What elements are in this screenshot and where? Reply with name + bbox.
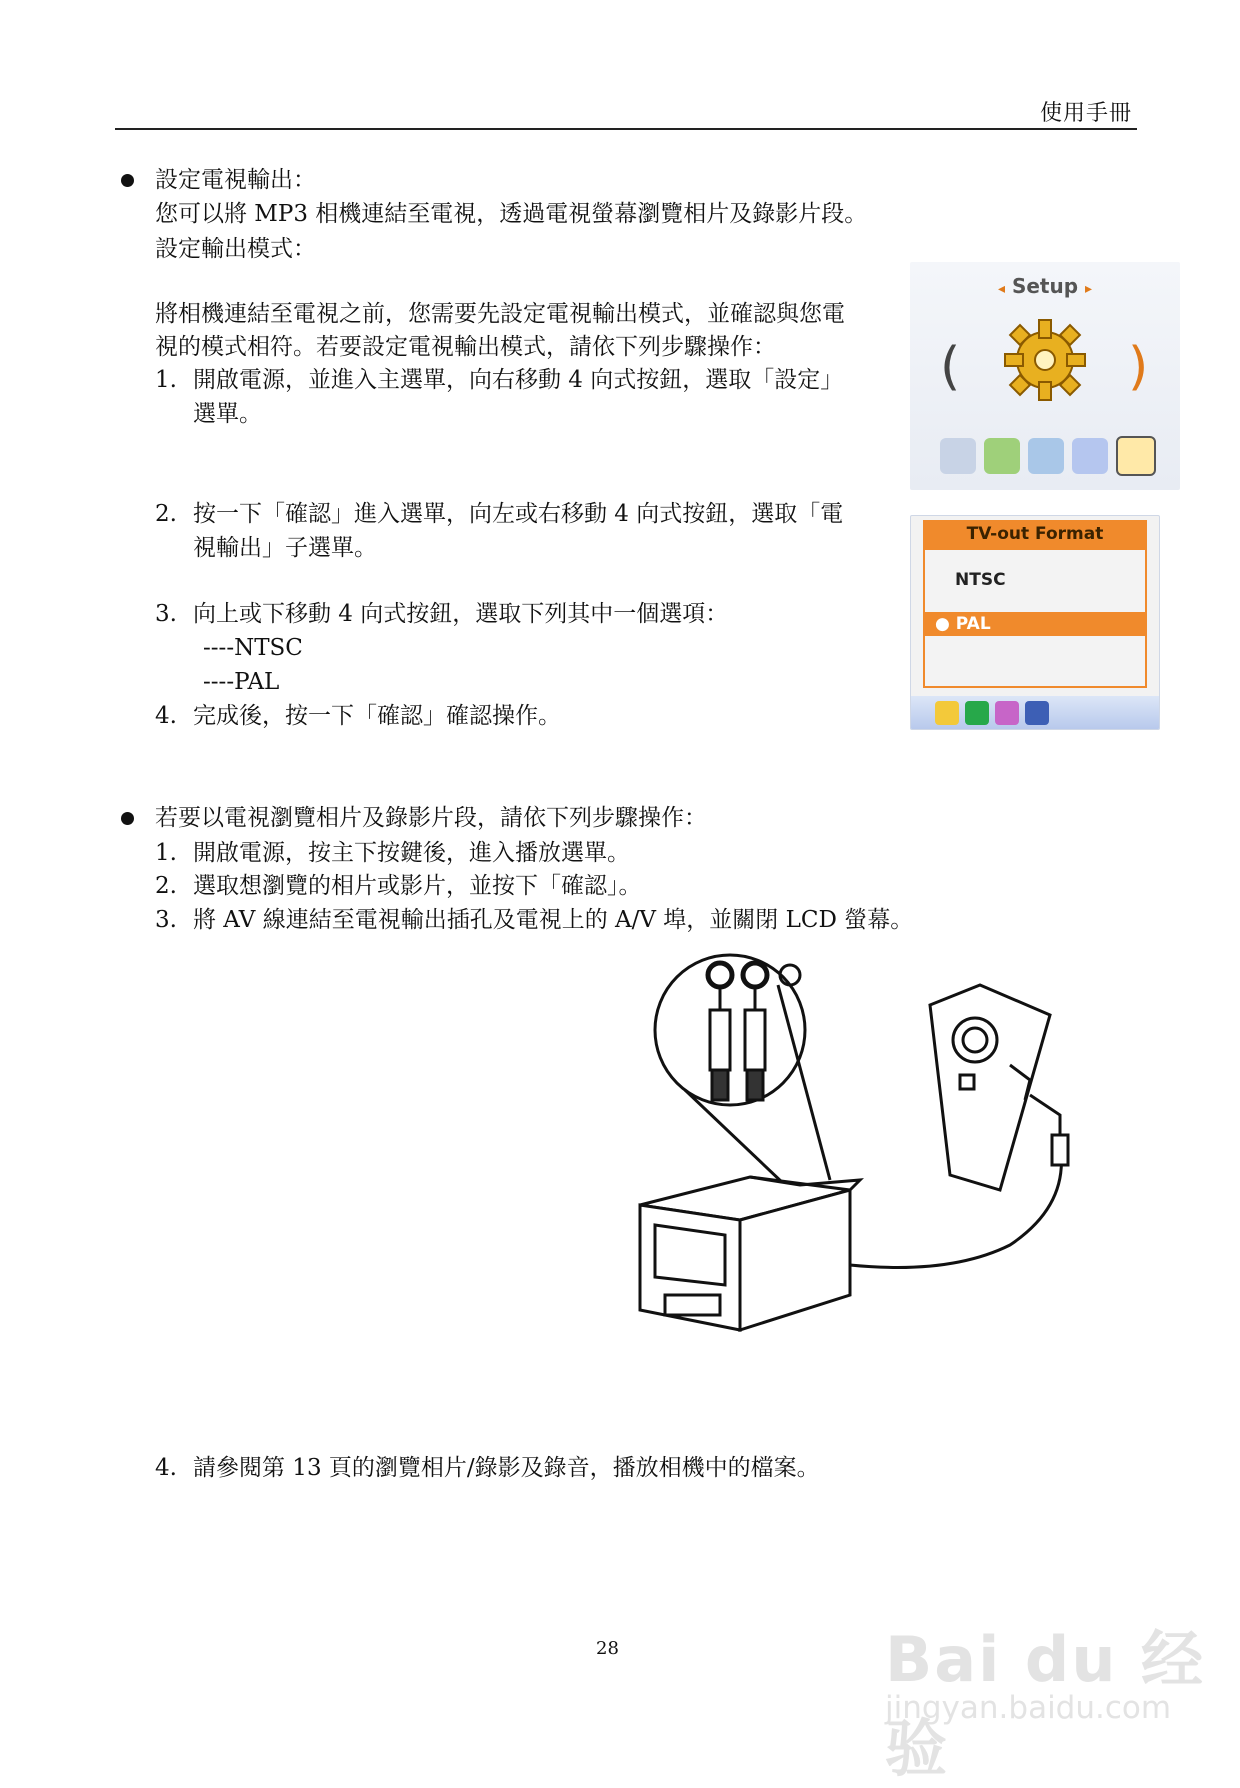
step-number: 4. (155, 703, 177, 729)
option-pal-selected (925, 612, 1145, 636)
setup-screen-title (910, 274, 1180, 298)
step-number: 3. (155, 601, 177, 627)
option-ntsc: NTSC (955, 570, 1006, 590)
music-icon (940, 438, 976, 474)
step-text: 向上或下移動 4 向式按鈕，選取下列其中一個選項： (193, 601, 729, 627)
video-icon (1028, 438, 1064, 474)
page-header-title: 使用手冊 (1040, 101, 1133, 126)
bullet (121, 174, 134, 187)
watermark-logo: Bai du 经验 (885, 1623, 1206, 1785)
page-number: 28 (596, 1638, 619, 1659)
setup-screen-image (910, 262, 1180, 490)
header-rule (115, 128, 1137, 130)
step-text: 完成後，按一下「確認」確認操作。 (193, 703, 561, 729)
left-arrow-icon: ◂ (997, 281, 1005, 297)
step-text: 將 AV 線連結至電視輸出插孔及電視上的 A/V 埠，並關閉 LCD 螢幕。 (193, 907, 914, 933)
section-intro: 您可以將 MP3 相機連結至電視，透過電視螢幕瀏覽相片及錄影片段。 (155, 201, 868, 227)
step-text: 選取想瀏覽的相片或影片，並按下「確認」。 (193, 873, 642, 899)
step-text: 開啟電源，並進入主選單，向右移動 4 向式按鈕，選取「設定」 (193, 367, 844, 393)
memory-icon (995, 701, 1019, 725)
left-paren-icon: ( (940, 337, 961, 397)
step-text: 視輸出」子選單。 (193, 535, 377, 561)
tvout-title: TV-out Format (923, 520, 1147, 548)
setup-menu-icons (940, 432, 1172, 480)
right-paren-icon: ) (1128, 337, 1149, 397)
step-number: 4. (155, 1455, 177, 1481)
option-text: ----PAL (203, 669, 280, 695)
bullet (121, 812, 134, 825)
radio-dot-icon: ● (935, 614, 950, 634)
settings-icon (1116, 436, 1156, 476)
tvout-menu-icons (911, 696, 1159, 729)
info-icon (1025, 701, 1049, 725)
section-heading: 若要以電視瀏覽相片及錄影片段，請依下列步驟操作： (155, 805, 707, 831)
step-text: 按一下「確認」進入選單，向左或右移動 4 向式按鈕，選取「電 (193, 501, 844, 527)
tv-icon (935, 701, 959, 725)
step-text: 選單。 (193, 401, 262, 427)
section-heading: 設定電視輸出： (155, 167, 316, 193)
tvout-screen-image (910, 515, 1160, 730)
tv-connection-illustration (630, 945, 1130, 1445)
setup-title-text: Setup (1011, 274, 1079, 298)
paragraph-line: 將相機連結至電視之前，您需要先設定電視輸出模式，並確認與您電 (155, 301, 845, 327)
step-text: 請參閱第 13 頁的瀏覽相片/錄影及錄音，播放相機中的檔案。 (193, 1455, 820, 1481)
step-number: 2. (155, 501, 177, 527)
step-number: 1. (155, 367, 177, 393)
gear-icon (995, 310, 1095, 410)
power-icon (965, 701, 989, 725)
game-icon (1072, 438, 1108, 474)
option-pal: PAL (955, 614, 991, 634)
photo-icon (984, 438, 1020, 474)
step-number: 2. (155, 873, 177, 899)
watermark-url: jingyan.baidu.com (885, 1690, 1172, 1726)
step-text: 開啟電源，按主下按鍵後，進入播放選單。 (193, 840, 630, 866)
subheading: 設定輸出模式： (155, 236, 316, 262)
right-arrow-icon: ▸ (1085, 281, 1093, 297)
tvout-options-box (923, 548, 1147, 688)
option-text: ----NTSC (203, 635, 303, 661)
paragraph-line: 視的模式相符。若要設定電視輸出模式，請依下列步驟操作： (155, 334, 776, 360)
step-number: 1. (155, 840, 177, 866)
step-number: 3. (155, 907, 177, 933)
